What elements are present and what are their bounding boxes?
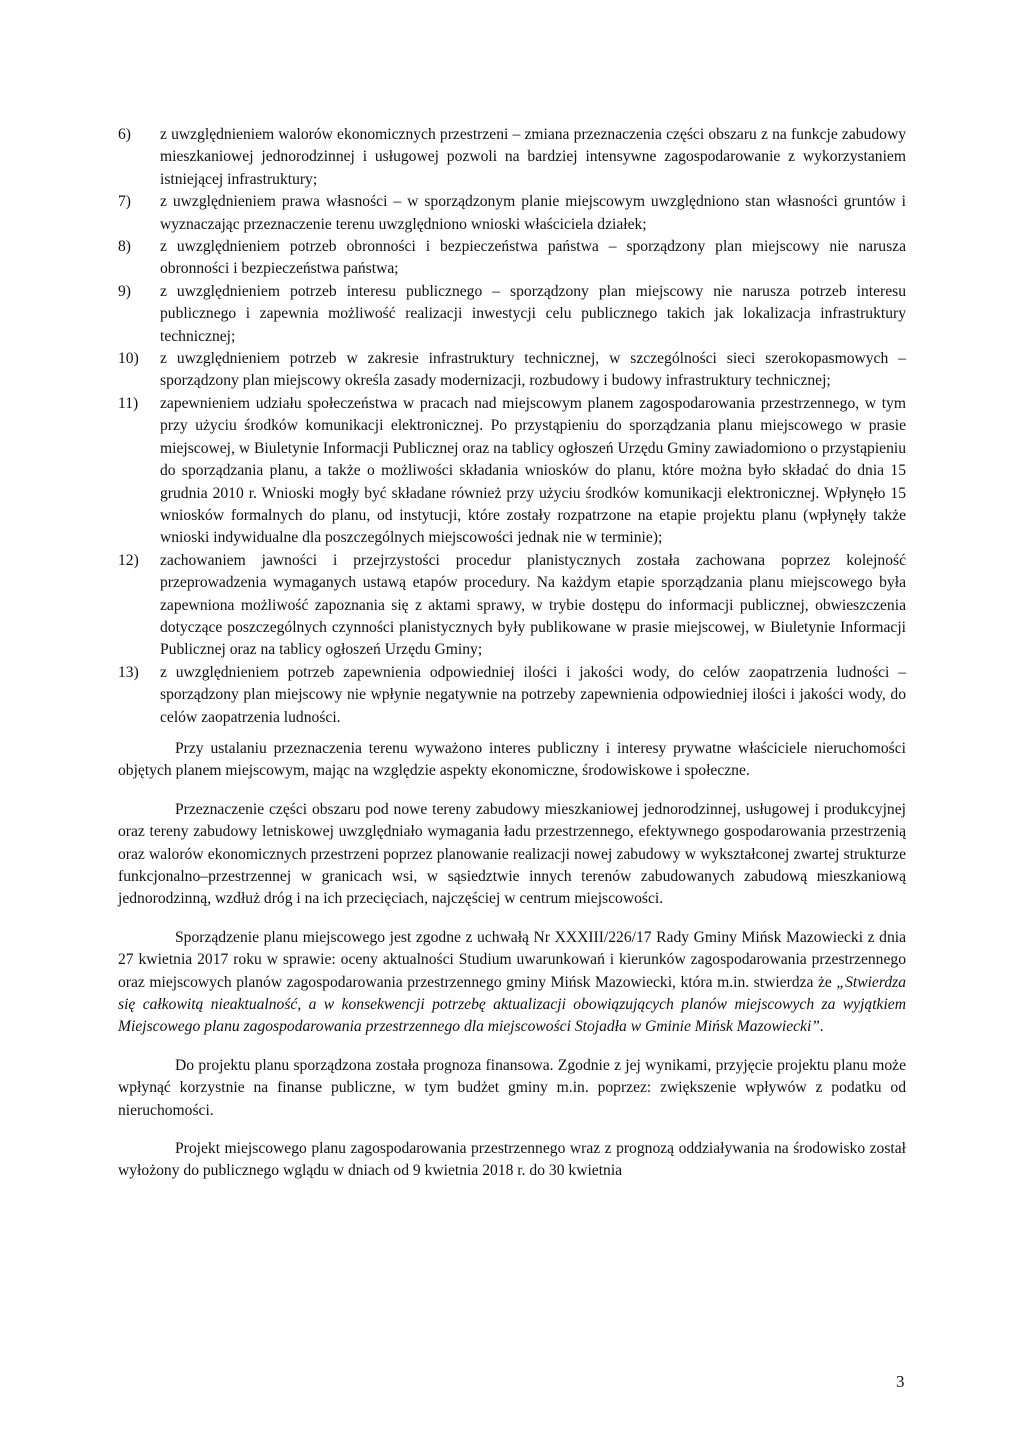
page-number: 3	[896, 1372, 905, 1391]
paragraph-interest-balance: Przy ustalaniu przeznaczenia terenu wyważono interes publiczny i interesy prywatne właściciele nieruchomości objętych planem miejscowym, mając na względzie aspekty ekonomiczne, środowiskowe i społeczne.	[118, 739, 906, 780]
paragraph-text: Sporządzenie planu miejscowego jest zgodne z uchwałą Nr XXXIII/226/17 Rady Gminy Mińsk Mazowiecki z dnia 27 kwietnia 2017 roku w sprawie: oceny aktualności Studium uwarunkowań i kierunków zagospodarowania przestrzennego oraz miejscowych planów zagospodarowania przestrzennego gminy Mińsk Mazowiecki, która m.in. stwierdza że	[118, 928, 906, 991]
list-item	[118, 191, 906, 236]
paragraph-financial-forecast: Do projektu planu sporządzona została prognoza finansowa. Zgodnie z jej wynikami, przyjęcie projektu planu może wpłynąć korzystnie na finanse publiczne, w tym budżet gminy m.in. poprzez: zwiększenie wpływów z podatku od nieruchomości.	[118, 1056, 906, 1119]
paragraph-spatial-order: Przeznaczenie części obszaru pod nowe tereny zabudowy mieszkaniowej jednorodzinnej, usługowej i produkcyjnej oraz tereny zabudowy letniskowej uwzględniało wymagania ładu przestrzennego, efektywnego gospodarowania przestrzenią oraz walorów ekonomicznych przestrzeni poprzez planowanie realizacji nowej zabudowy w wykształconej zwartej strukturze funkcjonalno–przestrzennej w granicach wsi, w sąsiedztwie innych terenów zabudowanych zabudową mieszkaniową jednorodzinną, wzdłuż dróg i na ich przecięciach, najczęściej w centrum miejscowości.	[118, 800, 906, 908]
paragraph-public-display: Projekt miejscowego planu zagospodarowania przestrzennego wraz z prognozą oddziaływania na środowisko został wyłożony do publicznego wglądu w dniach od 9 kwietnia 2018 r. do 30 kwietnia	[118, 1140, 906, 1180]
list-item-text: z uwzględnieniem potrzeb w zakresie infrastruktury technicznej, w szczególności sieci szerokopasmowych – sporządzony plan miejscowy określa zasady modernizacji, rozbudowy i budowy infrastruktury technicznej;	[160, 350, 906, 390]
list-item-number: 11)	[118, 394, 139, 412]
list-item	[118, 281, 906, 348]
list-item	[118, 236, 906, 281]
list-item-number: 6)	[118, 126, 131, 143]
list-item-text: z uwzględnieniem potrzeb obronności i bezpieczeństwa państwa – sporządzony plan miejscowy nie narusza obronności i bezpieczeństwa państwa;	[160, 238, 906, 278]
list-item-number: 10)	[118, 350, 139, 368]
list-item	[118, 662, 906, 729]
list-item	[118, 348, 906, 393]
list-item-number: 8)	[118, 238, 131, 256]
list-item	[118, 124, 906, 191]
list-item-text: z uwzględnieniem potrzeb interesu publicznego – sporządzony plan miejscowy nie narusza potrzeb interesu publicznego i zapewnia możliwość realizacji inwestycji celu publicznego takich jak lokalizacja infrastruktury technicznej;	[160, 282, 906, 345]
list-item-text: z uwzględnieniem prawa własności – w sporządzonym planie miejscowym uwzględniono stan własności gruntów i wyznaczając przeznaczenie terenu uwzględniono wnioski właściciela działek;	[160, 193, 906, 233]
list-item-text: z uwzględnieniem potrzeb zapewnienia odpowiedniej ilości i jakości wody, do celów zaopatrzenia ludności – sporządzony plan miejscowy nie wpłynie negatywnie na potrzeby zapewnienia odpowiedniej ilości i jakości wody, do celów zaopatrzenia ludności.	[160, 663, 906, 726]
list-item-number: 12)	[118, 551, 139, 569]
paragraph-resolution-compliance	[118, 927, 906, 1039]
list-item	[118, 393, 906, 550]
list-item-number: 7)	[118, 193, 131, 211]
list-item-number: 13)	[118, 663, 139, 681]
list-item-text: z uwzględnieniem walorów ekonomicznych przestrzeni – zmiana przeznaczenia części obszaru z na funkcje zabudowy mieszkaniowej jednorodzinnej i usługowej pozwoli na bardziej intensywne zagospodarowanie z wykorzystaniem istniejącej infrastruktury;	[160, 126, 906, 188]
list-item-text: zapewnieniem udziału społeczeństwa w pracach nad miejscowym planem zagospodarowania przestrzennego, w tym przy użyciu środków komunikacji elektronicznej. Po przystąpieniu do sporządzania planu miejscowego w prasie miejscowej, w Biuletynie Informacji Publicznej oraz na tablicy ogłoszeń Urzędu Gminy zawiadomiono o przystąpieniu do sporządzania planu, a także o możliwości składania wniosków do planu, które można było składać do dnia 15 grudnia 2010 r. Wnioski mogły być składane również przy użyciu środków komunikacji elektronicznej. Wpłynęło 15 wniosków formalnych do planu, od instytucji, które zostały rozpatrzone na etapie projektu planu (wpłynęły także wnioski indywidualne dla poszczególnych miejscowości jednak nie w terminie);	[160, 394, 906, 547]
document-body	[118, 124, 906, 1183]
list-item-text: zachowaniem jawności i przejrzystości procedur planistycznych została zachowana poprzez kolejność przeprowadzenia wymaganych ustawą etapów procedury. Na każdym etapie sporządzania planu miejscowego była zapewniona możliwość zapoznania się z aktami sprawy, w trybie dostępu do informacji publicznej, obwieszczenia dotyczące poszczególnych czynności planistycznych były publikowane w prasie miejscowej, w Biuletynie Informacji Publicznej oraz na tablicy ogłoszeń Urzędu Gminy;	[160, 551, 906, 659]
list-item-number: 9)	[118, 282, 131, 300]
list-item	[118, 550, 906, 662]
quotation-italic: „Stwierdza się całkowitą nieaktualność, a w konsekwencji potrzebę aktualizacji obowiązujących planów miejscowych za wyjątkiem Miejscowego planu zagospodarowania przestrzennego dla miejscowości Stojadła w Gminie Mińsk Mazowiecki”.	[118, 973, 906, 1036]
